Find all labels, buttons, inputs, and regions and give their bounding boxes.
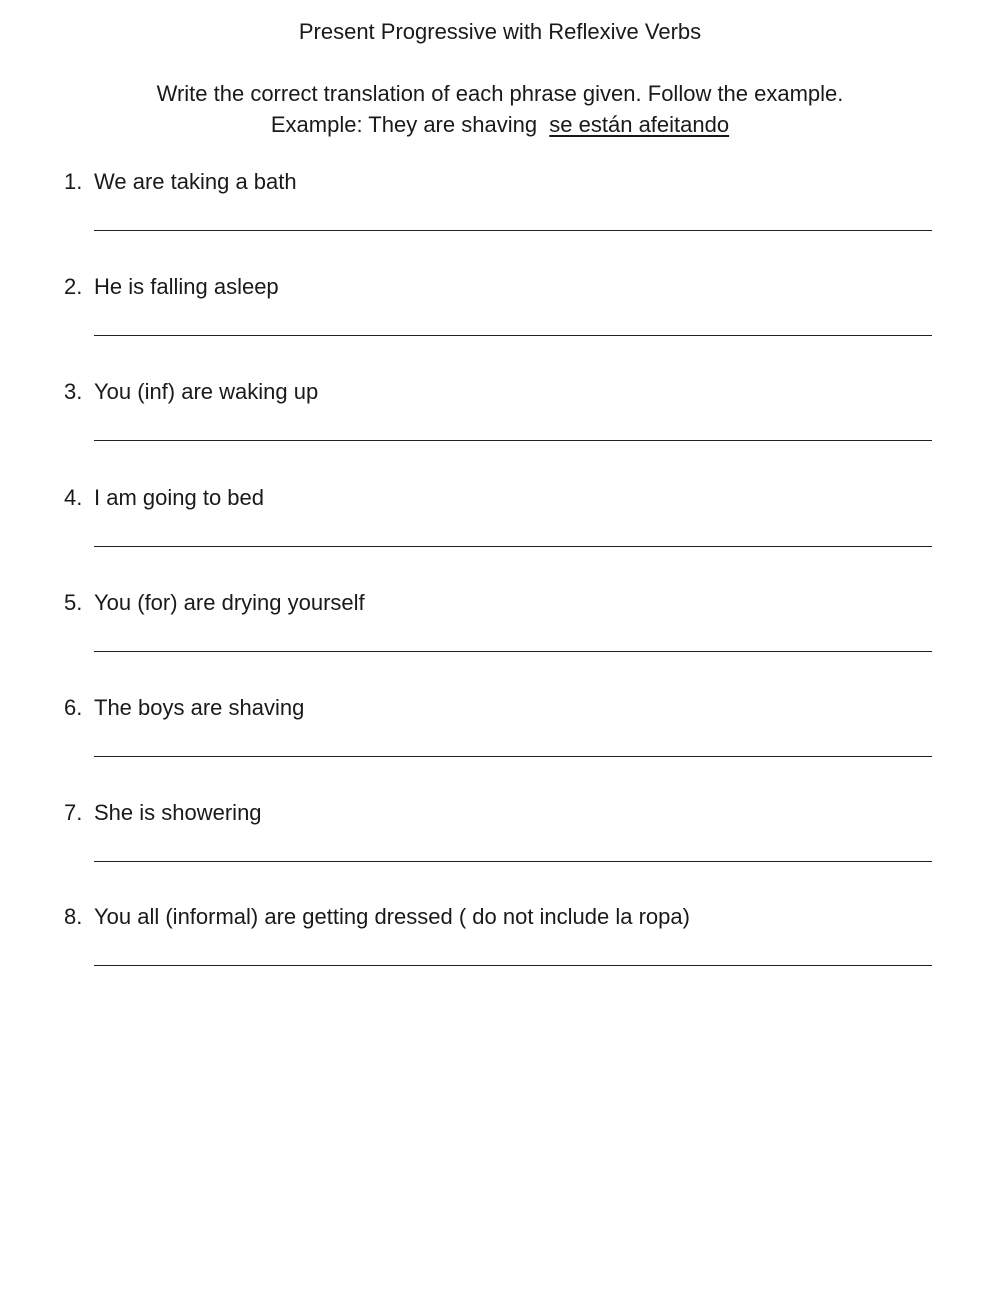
question-number: 8. [64, 904, 83, 929]
answer-line[interactable] [94, 546, 932, 547]
question-item [64, 903, 944, 983]
example-label: Example: They are shaving [270, 112, 538, 137]
question-item [64, 694, 944, 774]
question-text: We are taking a bath [94, 169, 297, 194]
answer-line[interactable] [94, 230, 932, 231]
worksheet-title: Present Progressive with Reflexive Verbs [298, 19, 702, 44]
question-number: 6. [64, 695, 83, 720]
question-item [64, 589, 944, 669]
question-number: 7. [64, 800, 83, 825]
answer-line[interactable] [94, 651, 932, 652]
answer-line[interactable] [94, 440, 932, 441]
question-item [64, 168, 944, 248]
question-text: She is showering [94, 800, 262, 825]
question-text: He is falling asleep [94, 274, 279, 299]
question-number: 4. [64, 485, 83, 510]
answer-line[interactable] [94, 965, 932, 966]
question-number: 5. [64, 590, 83, 615]
answer-line[interactable] [94, 335, 932, 336]
question-item [64, 273, 944, 353]
question-number: 1. [64, 169, 83, 194]
question-text: I am going to bed [94, 485, 265, 510]
question-item [64, 484, 944, 564]
question-text: You (inf) are waking up [94, 379, 319, 404]
question-text: You all (informal) are getting dressed ( do not include la ropa) [94, 904, 690, 929]
example-answer: se están afeitando [549, 112, 730, 137]
question-item [64, 799, 944, 879]
question-number: 2. [64, 274, 83, 299]
instruction-text: Write the correct translation of each phrase given. Follow the example. [156, 81, 844, 106]
question-item [64, 378, 944, 458]
question-number: 3. [64, 379, 83, 404]
example-line [0, 109, 1000, 140]
question-text: The boys are shaving [94, 695, 305, 720]
instructions-block [0, 78, 1000, 140]
answer-line[interactable] [94, 861, 932, 862]
question-text: You (for) are drying yourself [94, 590, 365, 615]
answer-line[interactable] [94, 756, 932, 757]
